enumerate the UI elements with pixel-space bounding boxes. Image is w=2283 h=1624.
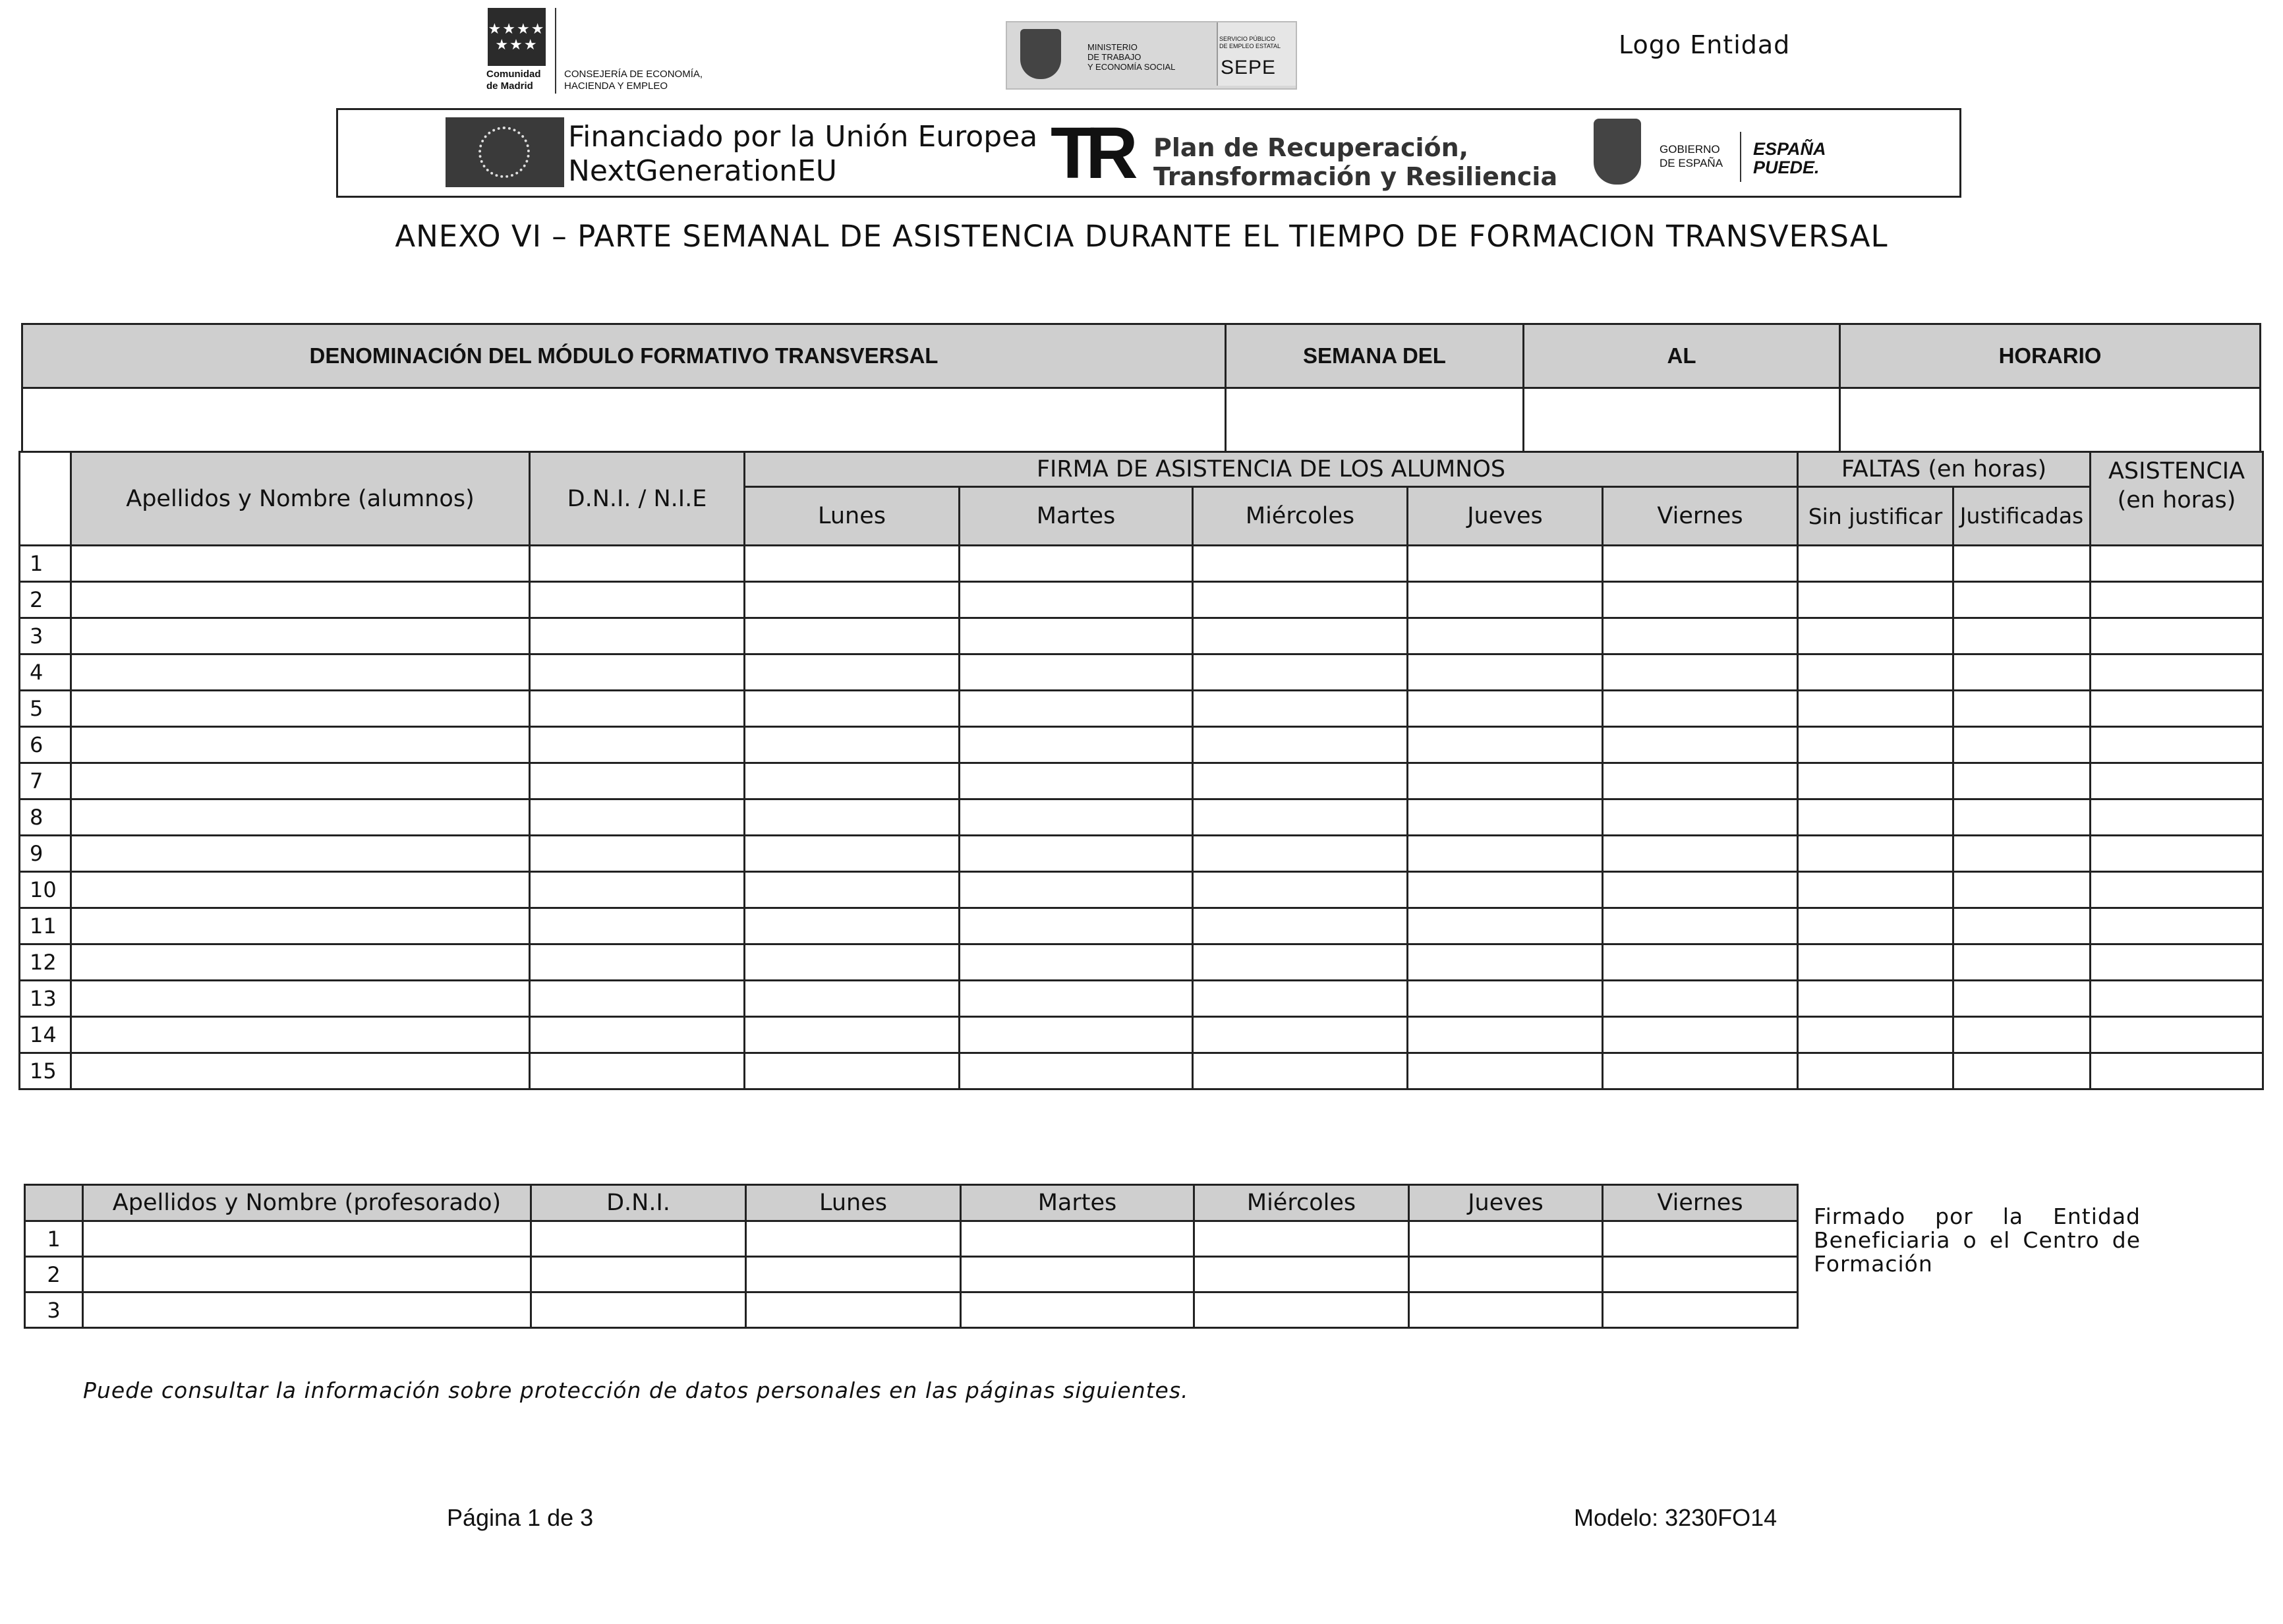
student-cell[interactable] — [1193, 799, 1408, 836]
student-cell[interactable] — [2091, 763, 2263, 799]
student-cell[interactable] — [1603, 872, 1798, 908]
student-name-header: Apellidos y Nombre (alumnos) — [71, 452, 530, 546]
document-title: ANEXO VI – PARTE SEMANAL DE ASISTENCIA DURANTE EL TIEMPO DE FORMACION TRANSVERSAL — [395, 219, 1888, 254]
student-cell[interactable] — [1798, 654, 1953, 691]
spain-shield-icon — [1020, 29, 1061, 79]
student-cell[interactable] — [960, 872, 1193, 908]
ministry-name: MINISTERIO DE TRABAJO Y ECONOMÍA SOCIAL — [1087, 42, 1176, 72]
attendance-hours-header: ASISTENCIA (en horas) — [2091, 452, 2263, 546]
student-cell[interactable] — [1408, 546, 1603, 582]
teacher-cell[interactable] — [746, 1221, 961, 1257]
student-cell[interactable] — [1798, 618, 1953, 654]
module-name-header: DENOMINACIÓN DEL MÓDULO FORMATIVO TRANSVERSAL — [22, 324, 1226, 388]
student-cell[interactable] — [1408, 908, 1603, 944]
student-cell[interactable] — [2091, 799, 2263, 836]
day-header-lunes: Lunes — [745, 487, 960, 546]
student-cell[interactable] — [530, 836, 745, 872]
student-cell[interactable] — [2091, 981, 2263, 1017]
student-cell[interactable] — [1603, 836, 1798, 872]
day-header-viernes: Viernes — [1603, 487, 1798, 546]
student-cell[interactable] — [745, 763, 960, 799]
student-cell[interactable] — [1193, 1053, 1408, 1089]
student-cell[interactable] — [1798, 1017, 1953, 1053]
row-number: 15 — [20, 1053, 71, 1089]
teachers-attendance-table — [24, 1184, 1799, 1329]
student-cell[interactable] — [745, 836, 960, 872]
page-number: Página 1 de 3 — [447, 1504, 594, 1531]
student-cell[interactable] — [1603, 546, 1798, 582]
student-cell[interactable] — [2091, 1017, 2263, 1053]
student-cell[interactable] — [530, 1053, 745, 1089]
table-row — [20, 654, 2263, 691]
student-cell[interactable] — [1603, 799, 1798, 836]
student-cell[interactable] — [530, 691, 745, 727]
student-cell[interactable] — [1603, 691, 1798, 727]
teacher-cell[interactable] — [1603, 1292, 1798, 1328]
row-number: 5 — [20, 691, 71, 727]
comunidad-madrid-logo: ★★★★ ★★★ — [488, 8, 546, 66]
student-cell[interactable] — [2091, 582, 2263, 618]
student-cell[interactable] — [1603, 1053, 1798, 1089]
student-cell[interactable] — [1408, 691, 1603, 727]
student-cell[interactable] — [71, 981, 530, 1017]
student-cell[interactable] — [1193, 944, 1408, 981]
row-number: 12 — [20, 944, 71, 981]
student-cell[interactable] — [745, 727, 960, 763]
student-cell[interactable] — [1603, 981, 1798, 1017]
student-cell[interactable] — [1193, 836, 1408, 872]
teacher-cell[interactable] — [746, 1257, 961, 1292]
privacy-note: Puede consultar la información sobre protección de datos personales en las páginas siguientes. — [83, 1378, 1189, 1403]
student-cell[interactable] — [745, 654, 960, 691]
table-row — [20, 872, 2263, 908]
student-cell[interactable] — [1408, 654, 1603, 691]
student-cell[interactable] — [745, 799, 960, 836]
student-cell[interactable] — [1953, 691, 2091, 727]
student-cell[interactable] — [745, 944, 960, 981]
week-to-field[interactable] — [1524, 388, 1840, 452]
week-from-header: SEMANA DEL — [1226, 324, 1524, 388]
teacher-cell[interactable] — [1194, 1292, 1409, 1328]
student-cell[interactable] — [1953, 546, 2091, 582]
student-cell[interactable] — [530, 654, 745, 691]
student-cell[interactable] — [1953, 763, 2091, 799]
student-cell[interactable] — [1953, 981, 2091, 1017]
sepe-wordmark: SEPE — [1221, 57, 1277, 78]
student-cell[interactable] — [960, 944, 1193, 981]
student-cell[interactable] — [1798, 944, 1953, 981]
schedule-field[interactable] — [1840, 388, 2261, 452]
student-cell[interactable] — [1408, 763, 1603, 799]
teacher-day-lunes: Lunes — [746, 1185, 961, 1221]
student-cell[interactable] — [530, 1017, 745, 1053]
teacher-cell[interactable] — [961, 1292, 1194, 1328]
gobierno-text: GOBIERNO DE ESPAÑA — [1660, 143, 1723, 169]
student-cell[interactable] — [745, 908, 960, 944]
week-to-header: AL — [1524, 324, 1840, 388]
teacher-cell[interactable] — [1409, 1257, 1603, 1292]
teacher-cell[interactable] — [1194, 1221, 1409, 1257]
week-from-field[interactable] — [1226, 388, 1524, 452]
table-row — [20, 546, 2263, 582]
student-cell[interactable] — [71, 1017, 530, 1053]
student-cell[interactable] — [1953, 1053, 2091, 1089]
student-cell[interactable] — [71, 546, 530, 582]
eu-funding-text: Financiado por la Unión Europea NextGenerationEU — [568, 120, 1038, 188]
justified-header: Justificadas — [1953, 487, 2091, 546]
table-row — [20, 618, 2263, 654]
unjustified-header: Sin justificar — [1798, 487, 1953, 546]
student-cell[interactable] — [1193, 582, 1408, 618]
student-cell[interactable] — [530, 872, 745, 908]
student-cell[interactable] — [2091, 691, 2263, 727]
student-cell[interactable] — [71, 872, 530, 908]
table-row — [20, 836, 2263, 872]
student-cell[interactable] — [960, 908, 1193, 944]
student-cell[interactable] — [1193, 872, 1408, 908]
student-cell[interactable] — [71, 1053, 530, 1089]
teacher-cell[interactable] — [83, 1257, 531, 1292]
row-number: 13 — [20, 981, 71, 1017]
student-cell[interactable] — [1603, 618, 1798, 654]
student-cell[interactable] — [745, 1017, 960, 1053]
student-cell[interactable] — [1798, 727, 1953, 763]
student-cell[interactable] — [71, 944, 530, 981]
student-cell[interactable] — [960, 1017, 1193, 1053]
teacher-name-header: Apellidos y Nombre (profesorado) — [83, 1185, 531, 1221]
student-cell[interactable] — [71, 763, 530, 799]
teacher-cell[interactable] — [1409, 1221, 1603, 1257]
student-cell[interactable] — [1408, 1017, 1603, 1053]
student-cell[interactable] — [71, 727, 530, 763]
student-cell[interactable] — [2091, 654, 2263, 691]
student-cell[interactable] — [960, 836, 1193, 872]
module-name-field[interactable] — [22, 388, 1226, 452]
student-cell[interactable] — [530, 763, 745, 799]
table-row — [25, 1292, 1798, 1328]
student-cell[interactable] — [1408, 836, 1603, 872]
table-row — [20, 1017, 2263, 1053]
madrid-department: CONSEJERÍA DE ECONOMÍA, HACIENDA Y EMPLEO — [564, 69, 703, 92]
student-cell[interactable] — [71, 908, 530, 944]
student-cell[interactable] — [2091, 1053, 2263, 1089]
teacher-cell[interactable] — [531, 1257, 746, 1292]
teacher-cell[interactable] — [1409, 1292, 1603, 1328]
teacher-day-viernes: Viernes — [1603, 1185, 1798, 1221]
student-cell[interactable] — [1798, 763, 1953, 799]
student-cell[interactable] — [1953, 944, 2091, 981]
row-number: 3 — [25, 1292, 83, 1328]
day-header-jueves: Jueves — [1408, 487, 1603, 546]
student-cell[interactable] — [1408, 799, 1603, 836]
teacher-dni-header: D.N.I. — [531, 1185, 746, 1221]
student-cell[interactable] — [530, 727, 745, 763]
student-cell[interactable] — [1798, 1053, 1953, 1089]
gobierno-shield-icon — [1594, 119, 1641, 185]
student-cell[interactable] — [960, 799, 1193, 836]
teacher-day-martes: Martes — [961, 1185, 1194, 1221]
row-number: 9 — [20, 836, 71, 872]
table-row — [20, 944, 2263, 981]
student-cell[interactable] — [1193, 546, 1408, 582]
student-cell[interactable] — [71, 691, 530, 727]
student-cell[interactable] — [530, 618, 745, 654]
student-cell[interactable] — [1953, 872, 2091, 908]
student-cell[interactable] — [745, 872, 960, 908]
student-cell[interactable] — [960, 727, 1193, 763]
recovery-plan-logo: TR — [1051, 113, 1129, 194]
student-cell[interactable] — [1603, 908, 1798, 944]
student-cell[interactable] — [745, 618, 960, 654]
student-cell[interactable] — [1953, 908, 2091, 944]
student-cell[interactable] — [71, 836, 530, 872]
student-cell[interactable] — [1953, 618, 2091, 654]
student-cell[interactable] — [1193, 908, 1408, 944]
student-cell[interactable] — [71, 654, 530, 691]
student-cell[interactable] — [745, 691, 960, 727]
student-cell[interactable] — [1798, 908, 1953, 944]
student-dni-header: D.N.I. / N.I.E — [530, 452, 745, 546]
student-cell[interactable] — [960, 618, 1193, 654]
row-number: 4 — [20, 654, 71, 691]
student-cell[interactable] — [71, 799, 530, 836]
student-cell[interactable] — [530, 981, 745, 1017]
logo-entidad-placeholder: Logo Entidad — [1619, 30, 1791, 59]
student-cell[interactable] — [2091, 727, 2263, 763]
student-cell[interactable] — [2091, 618, 2263, 654]
absences-header: FALTAS (en horas) — [1798, 452, 2091, 487]
student-cell[interactable] — [1953, 1017, 2091, 1053]
student-cell[interactable] — [960, 981, 1193, 1017]
student-cell[interactable] — [745, 981, 960, 1017]
gobierno-divider — [1740, 132, 1741, 182]
student-cell[interactable] — [1603, 1017, 1798, 1053]
row-number: 1 — [20, 546, 71, 582]
student-cell[interactable] — [1798, 981, 1953, 1017]
student-cell[interactable] — [2091, 908, 2263, 944]
student-cell[interactable] — [960, 582, 1193, 618]
form-model: Modelo: 3230FO14 — [1574, 1504, 1777, 1531]
student-cell[interactable] — [2091, 944, 2263, 981]
student-cell[interactable] — [1953, 582, 2091, 618]
recovery-plan-text: Plan de Recuperación, Transformación y Resiliencia — [1153, 133, 1558, 191]
schedule-header: HORARIO — [1840, 324, 2261, 388]
teacher-cell[interactable] — [531, 1221, 746, 1257]
student-cell[interactable] — [1193, 763, 1408, 799]
student-cell[interactable] — [530, 582, 745, 618]
table-row — [20, 1053, 2263, 1089]
table-row — [20, 727, 2263, 763]
row-number: 11 — [20, 908, 71, 944]
student-cell[interactable] — [530, 944, 745, 981]
module-table — [21, 323, 2261, 453]
student-cell[interactable] — [2091, 546, 2263, 582]
student-cell[interactable] — [1193, 727, 1408, 763]
table-row — [20, 582, 2263, 618]
student-cell[interactable] — [530, 546, 745, 582]
table-row — [20, 691, 2263, 727]
student-cell[interactable] — [960, 691, 1193, 727]
student-cell[interactable] — [1603, 582, 1798, 618]
student-cell[interactable] — [1798, 799, 1953, 836]
student-cell[interactable] — [745, 546, 960, 582]
student-cell[interactable] — [1953, 727, 2091, 763]
teacher-day-jueves: Jueves — [1409, 1185, 1603, 1221]
madrid-logo-name: Comunidad de Madrid — [486, 69, 541, 92]
table-row — [25, 1221, 1798, 1257]
student-cell[interactable] — [960, 763, 1193, 799]
students-attendance-table — [18, 451, 2264, 1090]
student-cell[interactable] — [2091, 836, 2263, 872]
student-cell[interactable] — [2091, 872, 2263, 908]
signature-header: FIRMA DE ASISTENCIA DE LOS ALUMNOS — [745, 452, 1798, 487]
table-row — [20, 799, 2263, 836]
row-number: 10 — [20, 872, 71, 908]
student-cell[interactable] — [960, 1053, 1193, 1089]
student-cell[interactable] — [960, 546, 1193, 582]
sepe-subtitle: SERVICIO PÚBLICO DE EMPLEO ESTATAL — [1219, 36, 1281, 49]
espana-puede-logo: ESPAÑA PUEDE. — [1753, 139, 1826, 177]
student-cell[interactable] — [1798, 691, 1953, 727]
row-number: 1 — [25, 1221, 83, 1257]
row-number: 7 — [20, 763, 71, 799]
student-cell[interactable] — [1798, 836, 1953, 872]
student-cell[interactable] — [1408, 872, 1603, 908]
student-cell[interactable] — [1603, 944, 1798, 981]
teacher-row-number-header — [25, 1185, 83, 1221]
teacher-cell[interactable] — [83, 1292, 531, 1328]
row-number: 14 — [20, 1017, 71, 1053]
student-cell[interactable] — [1603, 654, 1798, 691]
signature-note: Firmado por la Entidad Beneficiaria o el Centro de Formación — [1814, 1204, 2141, 1277]
student-cell[interactable] — [1603, 727, 1798, 763]
student-cell[interactable] — [1408, 1053, 1603, 1089]
student-cell[interactable] — [1408, 582, 1603, 618]
student-cell[interactable] — [1798, 872, 1953, 908]
student-cell[interactable] — [745, 1053, 960, 1089]
day-header-martes: Martes — [960, 487, 1193, 546]
madrid-divider — [555, 8, 556, 94]
student-cell[interactable] — [1193, 654, 1408, 691]
teacher-cell[interactable] — [746, 1292, 961, 1328]
student-cell[interactable] — [745, 582, 960, 618]
student-cell[interactable] — [530, 908, 745, 944]
teacher-day-miercoles: Miércoles — [1194, 1185, 1409, 1221]
table-row — [20, 763, 2263, 799]
student-cell[interactable] — [1408, 981, 1603, 1017]
student-cell[interactable] — [1603, 763, 1798, 799]
student-cell[interactable] — [1193, 1017, 1408, 1053]
row-number: 2 — [25, 1257, 83, 1292]
student-cell[interactable] — [1408, 727, 1603, 763]
row-number-header — [20, 452, 71, 546]
table-row — [20, 981, 2263, 1017]
student-cell[interactable] — [1953, 654, 2091, 691]
student-cell[interactable] — [1798, 546, 1953, 582]
teacher-cell[interactable] — [961, 1257, 1194, 1292]
teacher-cell[interactable] — [531, 1292, 746, 1328]
student-cell[interactable] — [530, 799, 745, 836]
student-cell[interactable] — [1193, 981, 1408, 1017]
student-cell[interactable] — [1408, 944, 1603, 981]
row-number: 3 — [20, 618, 71, 654]
student-cell[interactable] — [1193, 618, 1408, 654]
student-cell[interactable] — [71, 582, 530, 618]
student-cell[interactable] — [1953, 799, 2091, 836]
table-row — [25, 1257, 1798, 1292]
row-number: 6 — [20, 727, 71, 763]
student-cell[interactable] — [1193, 691, 1408, 727]
student-cell[interactable] — [960, 654, 1193, 691]
table-row — [20, 908, 2263, 944]
teacher-cell[interactable] — [1603, 1221, 1798, 1257]
day-header-miercoles: Miércoles — [1193, 487, 1408, 546]
teacher-cell[interactable] — [83, 1221, 531, 1257]
student-cell[interactable] — [1953, 836, 2091, 872]
student-cell[interactable] — [71, 618, 530, 654]
student-cell[interactable] — [1798, 582, 1953, 618]
row-number: 2 — [20, 582, 71, 618]
student-cell[interactable] — [1408, 618, 1603, 654]
teacher-cell[interactable] — [1194, 1257, 1409, 1292]
eu-flag-icon — [446, 117, 564, 187]
teacher-cell[interactable] — [961, 1221, 1194, 1257]
row-number: 8 — [20, 799, 71, 836]
teacher-cell[interactable] — [1603, 1257, 1798, 1292]
